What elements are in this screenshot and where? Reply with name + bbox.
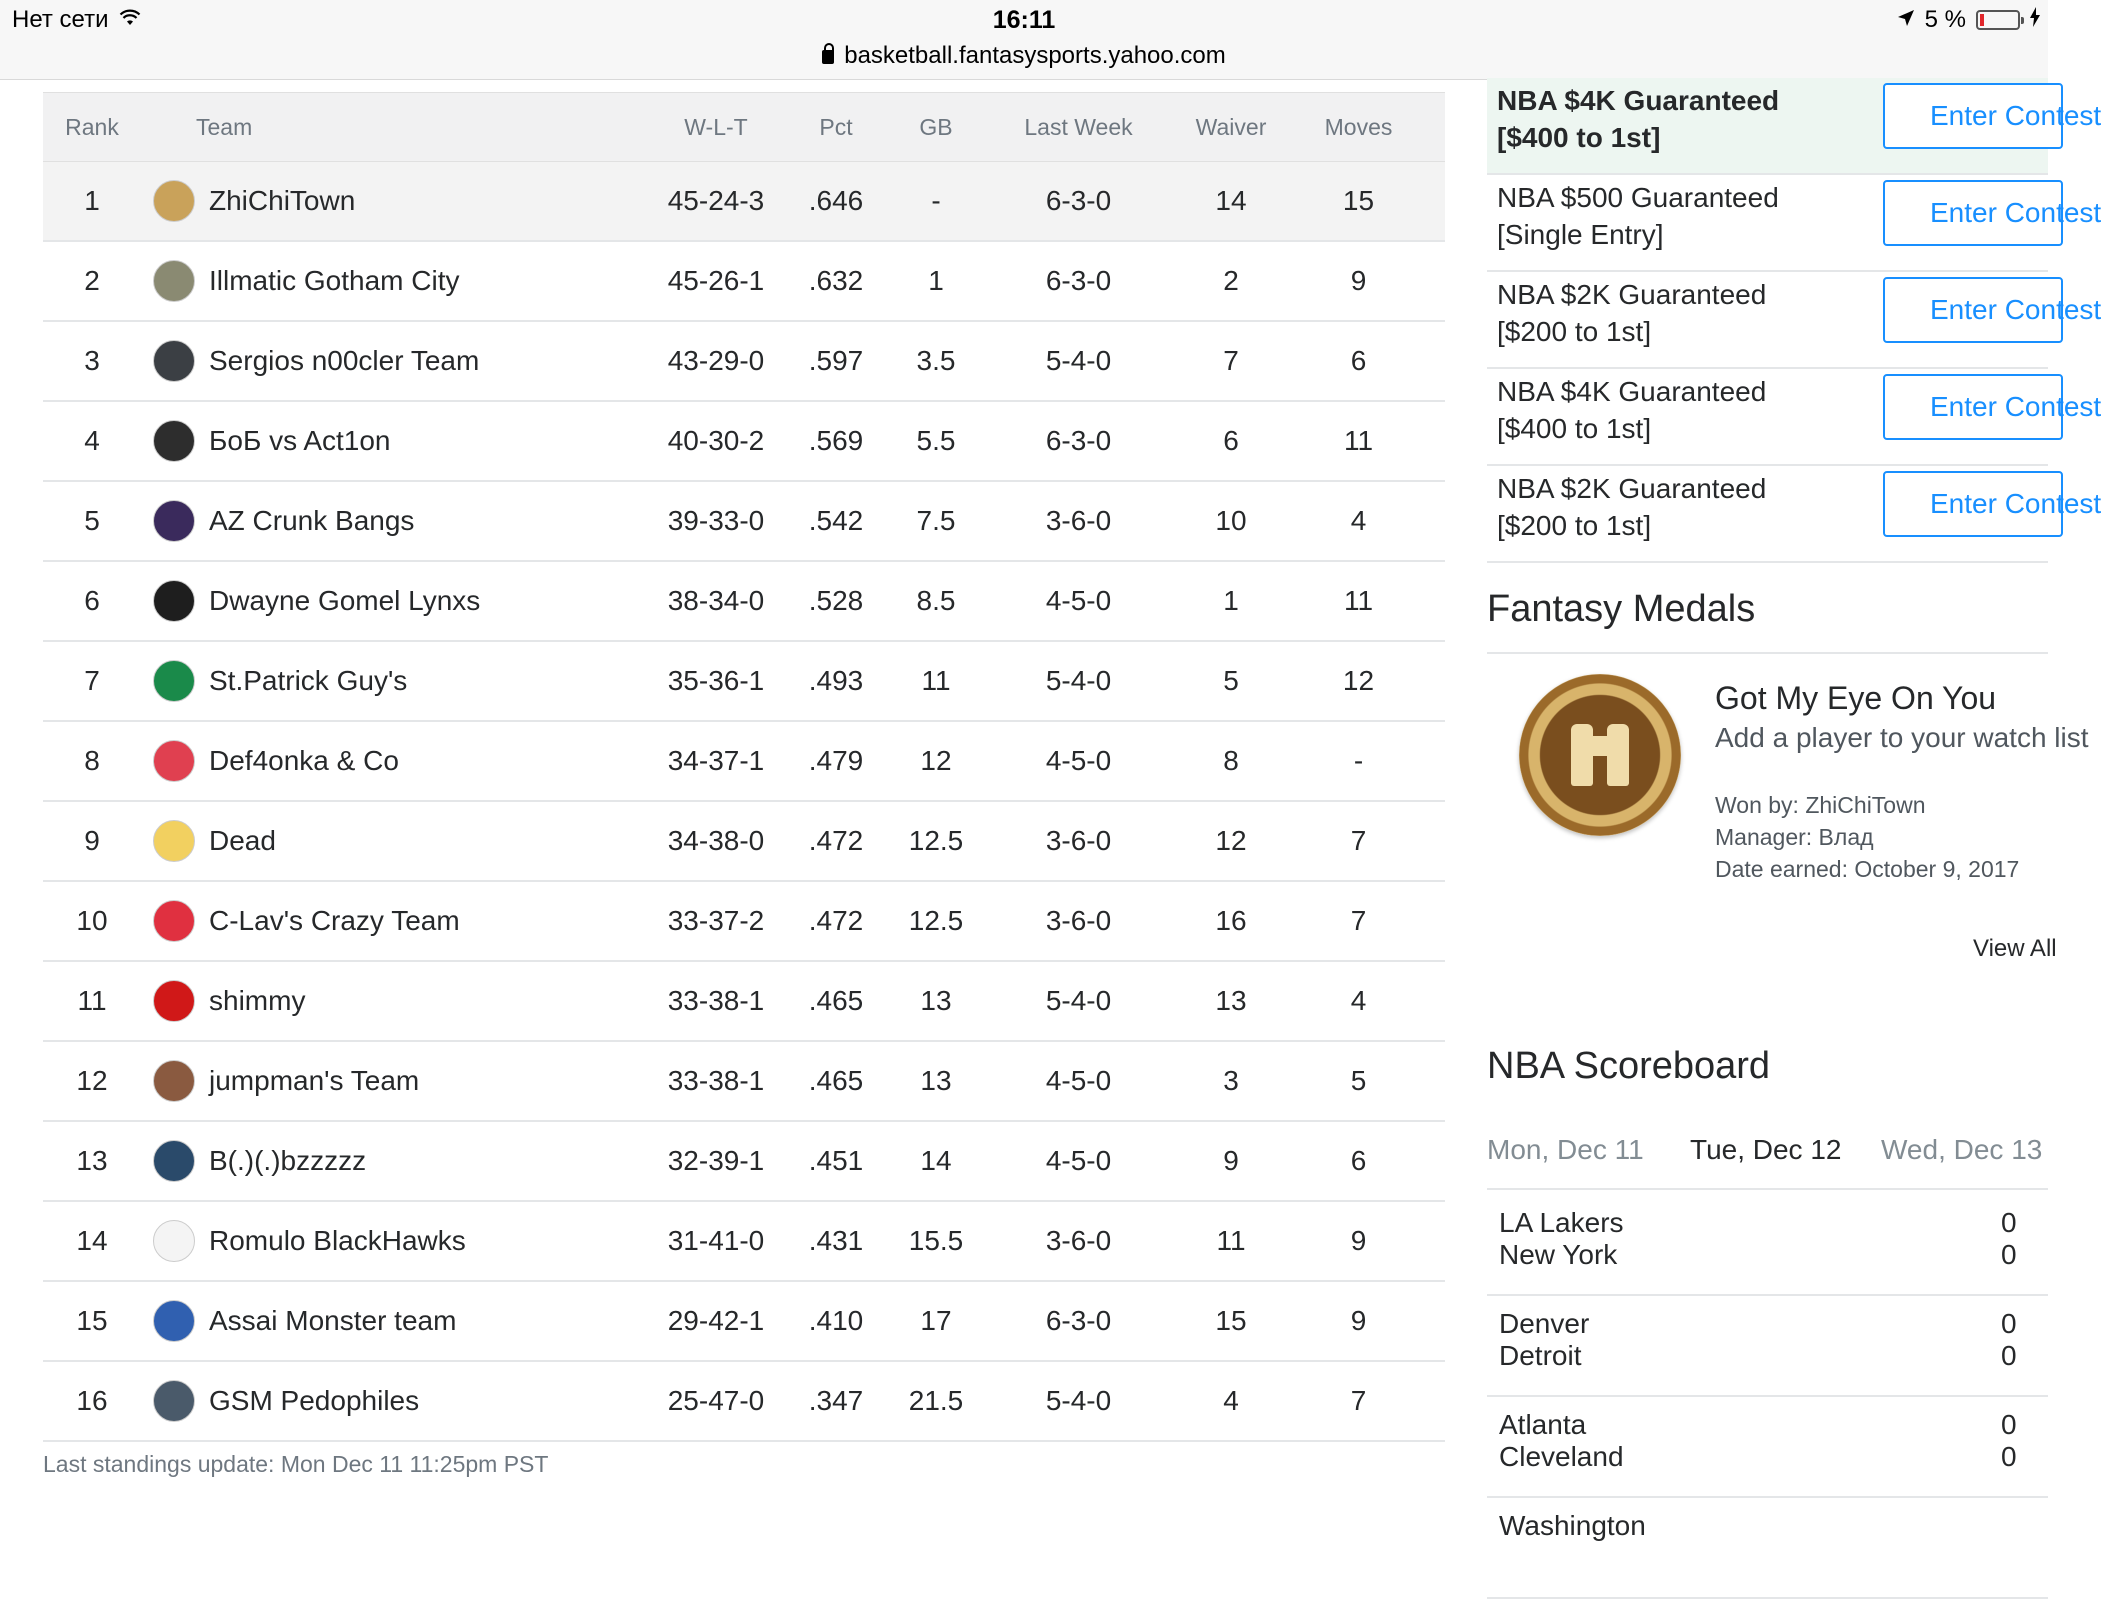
header-gb[interactable]: GB: [919, 113, 953, 140]
wlt-cell: 34-37-1: [667, 745, 765, 776]
away-team-name: Detroit: [1499, 1340, 1582, 1371]
pct-cell: .431: [808, 1225, 864, 1256]
carrier-label: Нет сети: [12, 6, 109, 33]
gb-cell: 14: [920, 1145, 952, 1176]
team-cell[interactable]: [141, 1220, 641, 1262]
lock-icon: [822, 50, 834, 64]
gb-cell: 12: [920, 745, 952, 776]
table-header: [43, 92, 1445, 162]
last-week-cell: 5-4-0: [1045, 985, 1112, 1016]
last-week-cell: 6-3-0: [1045, 265, 1112, 296]
team-cell[interactable]: [141, 580, 641, 622]
team-logo-icon[interactable]: [153, 900, 195, 942]
last-week-cell: 6-3-0: [1045, 1305, 1112, 1336]
table-row[interactable]: [43, 802, 1445, 882]
table-row[interactable]: [43, 402, 1445, 482]
wlt-cell: 43-29-0: [667, 345, 765, 376]
rank-cell: 11: [77, 985, 107, 1016]
moves-cell: 15: [1342, 185, 1375, 216]
waiver-cell: 5: [1223, 665, 1239, 696]
browser-status-bar: [0, 0, 2048, 80]
waiver-cell: 15: [1215, 1305, 1247, 1336]
rank-cell: 8: [84, 745, 100, 776]
gb-cell: 13: [920, 985, 952, 1016]
team-cell[interactable]: [141, 180, 641, 222]
team-logo-icon[interactable]: [153, 980, 195, 1022]
header-wlt[interactable]: W-L-T: [684, 113, 748, 140]
wlt-cell: 32-39-1: [667, 1145, 765, 1176]
enter-contest-button[interactable]: Enter Contest: [1883, 374, 2063, 440]
contest-item: [1487, 175, 2101, 272]
pct-cell: .569: [808, 425, 864, 456]
contest-item: [1487, 272, 2101, 369]
table-row[interactable]: [43, 1282, 1445, 1362]
team-logo-icon[interactable]: [153, 580, 195, 622]
gb-cell: 1: [928, 265, 944, 296]
battery-icon: [1976, 10, 2020, 30]
team-name-link[interactable]: Def4onka & Co: [209, 745, 399, 776]
team-cell[interactable]: [141, 340, 641, 382]
team-name-link[interactable]: Sergios n00cler Team: [209, 345, 480, 376]
rank-cell: 1: [84, 185, 100, 216]
team-name-link[interactable]: БоБ vs Act1on: [209, 425, 391, 456]
wlt-cell: 38-34-0: [667, 585, 765, 616]
waiver-cell: 4: [1223, 1385, 1239, 1416]
team-name-link[interactable]: ZhiChiTown: [209, 185, 356, 216]
medal-name: Got My Eye On You: [1715, 680, 1997, 716]
wlt-cell: 29-42-1: [667, 1305, 765, 1336]
away-team-name: Cleveland: [1499, 1441, 1624, 1472]
medal-card: [1487, 652, 2089, 952]
team-logo-icon[interactable]: [153, 500, 195, 542]
last-week-cell: 4-5-0: [1045, 585, 1112, 616]
team-logo-icon[interactable]: [153, 1060, 195, 1102]
home-team-score: 0: [2001, 1308, 2017, 1339]
pct-cell: .542: [808, 505, 864, 536]
tab-wed-dec-13[interactable]: Wed, Dec 13: [1881, 1134, 2043, 1165]
away-team-name: New York: [1499, 1239, 1618, 1270]
team-name-link[interactable]: Dwayne Gomel Lynxs: [209, 585, 481, 616]
rank-cell: 5: [84, 505, 100, 536]
binoculars-icon: [1519, 674, 1681, 836]
team-logo-icon[interactable]: [153, 740, 195, 782]
contest-title[interactable]: [1497, 179, 1779, 253]
team-logo-icon[interactable]: [153, 340, 195, 382]
last-week-cell: 4-5-0: [1045, 745, 1112, 776]
pct-cell: .597: [808, 345, 864, 376]
table-row[interactable]: [43, 242, 1445, 322]
home-team-name: LA Lakers: [1499, 1207, 1624, 1238]
gb-cell: 17: [920, 1305, 952, 1336]
rank-cell: 4: [84, 425, 100, 456]
pct-cell: .465: [808, 1065, 864, 1096]
last-week-cell: 3-6-0: [1045, 505, 1112, 536]
pct-cell: .493: [808, 665, 864, 696]
contest-title[interactable]: [1497, 276, 1766, 350]
team-name-link[interactable]: Illmatic Gotham City: [209, 265, 460, 296]
team-logo-icon[interactable]: [153, 260, 195, 302]
home-team-name: Denver: [1499, 1308, 1590, 1339]
gb-cell: 5.5: [916, 425, 956, 456]
wlt-cell: 39-33-0: [667, 505, 765, 536]
header-team[interactable]: Team: [196, 113, 253, 140]
wlt-cell: 31-41-0: [667, 1225, 765, 1256]
team-name-link[interactable]: Assai Monster team: [209, 1305, 457, 1336]
moves-cell: 11: [1343, 425, 1374, 456]
rank-cell: 15: [76, 1305, 108, 1336]
waiver-cell: 7: [1223, 345, 1239, 376]
enter-contest-button[interactable]: Enter Contest: [1883, 277, 2063, 343]
standings-table: [43, 92, 1445, 1442]
contest-prize: [Single Entry]: [1497, 219, 1664, 250]
moves-cell: 9: [1350, 1225, 1367, 1256]
team-name-link[interactable]: B(.)(.)bzzzzz: [209, 1145, 367, 1176]
team-name-link[interactable]: jumpman's Team: [209, 1065, 420, 1096]
wlt-cell: 25-47-0: [667, 1385, 765, 1416]
gb-cell: 7.5: [916, 505, 956, 536]
team-cell[interactable]: [141, 820, 641, 862]
table-row[interactable]: [43, 962, 1445, 1042]
contest-name: NBA $4K Guaranteed: [1497, 376, 1767, 407]
scoreboard-date-tabs: [1487, 1118, 2048, 1190]
contest-title[interactable]: [1497, 373, 1766, 447]
team-cell[interactable]: [141, 1060, 641, 1102]
contest-title[interactable]: [1497, 82, 1779, 156]
rank-cell: 13: [76, 1145, 108, 1176]
table-body: [43, 162, 1445, 1442]
header-waiver[interactable]: Waiver: [1195, 113, 1267, 140]
charging-bolt-icon: [2030, 6, 2040, 34]
table-row[interactable]: [43, 322, 1445, 402]
contest-prize: [$200 to 1st]: [1497, 316, 1652, 347]
rank-cell: 16: [76, 1385, 108, 1416]
team-cell[interactable]: [141, 260, 641, 302]
team-name-link[interactable]: shimmy: [209, 985, 306, 1016]
wlt-cell: 45-24-3: [667, 185, 765, 216]
team-name-link[interactable]: Romulo BlackHawks: [209, 1225, 466, 1256]
team-logo-icon[interactable]: [153, 1220, 195, 1262]
home-team-score: 0: [2001, 1409, 2017, 1440]
moves-cell: -: [1353, 745, 1364, 776]
table-row[interactable]: [43, 642, 1445, 722]
rank-cell: 3: [84, 345, 100, 376]
game-row[interactable]: [1487, 1195, 2048, 1296]
table-row[interactable]: [43, 1202, 1445, 1282]
wlt-cell: 33-38-1: [667, 1065, 765, 1096]
home-team-score: 0: [2001, 1207, 2017, 1238]
medal-date-earned: Date earned: October 9, 2017: [1715, 856, 2020, 882]
moves-cell: 11: [1343, 585, 1374, 616]
team-name-link[interactable]: GSM Pedophiles: [209, 1385, 420, 1416]
moves-cell: 9: [1350, 265, 1367, 296]
gb-cell: -: [931, 185, 941, 216]
waiver-cell: 11: [1216, 1225, 1246, 1256]
waiver-cell: 16: [1215, 905, 1247, 936]
team-name-link[interactable]: St.Patrick Guy's: [209, 665, 408, 696]
team-logo-icon[interactable]: [153, 180, 195, 222]
gb-cell: 3.5: [916, 345, 956, 376]
last-week-cell: 5-4-0: [1045, 1385, 1112, 1416]
team-name-link[interactable]: Dead: [209, 825, 276, 856]
last-week-cell: 5-4-0: [1045, 665, 1112, 696]
moves-cell: 9: [1350, 1305, 1367, 1336]
team-cell[interactable]: [141, 1140, 641, 1182]
waiver-cell: 9: [1223, 1145, 1239, 1176]
battery-percent: 5 %: [1924, 6, 1966, 33]
table-row[interactable]: [43, 562, 1445, 642]
game-row[interactable]: [1487, 1397, 2048, 1498]
contest-item: [1487, 466, 2101, 563]
last-week-cell: 3-6-0: [1045, 825, 1112, 856]
rank-cell: 2: [84, 265, 100, 296]
rank-cell: 14: [76, 1225, 108, 1256]
contest-name: NBA $500 Guaranteed: [1497, 182, 1779, 213]
wlt-cell: 45-26-1: [667, 265, 765, 296]
game-row[interactable]: [1487, 1498, 2048, 1599]
waiver-cell: 2: [1223, 265, 1239, 296]
enter-contest-button[interactable]: Enter Contest: [1883, 180, 2063, 246]
medal-manager: Manager: Влад: [1715, 824, 1874, 850]
enter-contest-button[interactable]: Enter Contest: [1883, 471, 2063, 537]
pct-cell: .632: [808, 265, 864, 296]
gb-cell: 21.5: [908, 1385, 964, 1416]
gb-cell: 15.5: [908, 1225, 964, 1256]
away-team-score: 0: [2001, 1239, 2017, 1270]
enter-contest-button[interactable]: Enter Contest: [1883, 83, 2063, 149]
rank-cell: 6: [84, 585, 100, 616]
team-logo-icon[interactable]: [153, 1140, 195, 1182]
moves-cell: 4: [1350, 505, 1367, 536]
tab-mon-dec-11[interactable]: Mon, Dec 11: [1487, 1134, 1644, 1165]
away-team-score: 0: [2001, 1441, 2017, 1472]
home-team-name: Atlanta: [1499, 1409, 1587, 1440]
moves-cell: 5: [1350, 1065, 1367, 1096]
header-rank[interactable]: Rank: [65, 113, 119, 140]
waiver-cell: 1: [1223, 585, 1239, 616]
team-logo-icon[interactable]: [153, 660, 195, 702]
contest-prize: [$400 to 1st]: [1497, 413, 1652, 444]
wlt-cell: 33-37-2: [667, 905, 765, 936]
wlt-cell: 34-38-0: [667, 825, 765, 856]
pct-cell: .472: [808, 905, 864, 936]
scoreboard-title: NBA Scoreboard: [1487, 1045, 1771, 1087]
location-arrow-icon: [1897, 6, 1915, 34]
url-text: basketball.fantasysports.yahoo.com: [844, 42, 1226, 69]
contest-prize: [$400 to 1st]: [1497, 122, 1661, 153]
gb-cell: 12.5: [908, 825, 964, 856]
table-row[interactable]: [43, 1362, 1445, 1442]
last-week-cell: 3-6-0: [1045, 1225, 1112, 1256]
waiver-cell: 13: [1215, 985, 1247, 1016]
contest-list: [1487, 78, 2101, 563]
rank-cell: 9: [84, 825, 100, 856]
device-status: [1897, 6, 2040, 34]
contest-name: NBA $2K Guaranteed: [1497, 473, 1767, 504]
contest-prize: [$200 to 1st]: [1497, 510, 1652, 541]
table-row[interactable]: [43, 482, 1445, 562]
moves-cell: 6: [1350, 1145, 1367, 1176]
rank-cell: 7: [84, 665, 100, 696]
team-name-link[interactable]: AZ Crunk Bangs: [209, 505, 415, 536]
table-row[interactable]: [43, 882, 1445, 962]
moves-cell: 12: [1342, 665, 1375, 696]
gb-cell: 12.5: [908, 905, 964, 936]
team-cell[interactable]: [141, 500, 641, 542]
last-week-cell: 3-6-0: [1045, 905, 1112, 936]
contest-title[interactable]: [1497, 470, 1766, 544]
team-cell[interactable]: [141, 420, 641, 462]
team-cell[interactable]: [141, 980, 641, 1022]
header-moves[interactable]: Moves: [1324, 113, 1393, 140]
last-week-cell: 6-3-0: [1045, 425, 1112, 456]
moves-cell: 6: [1350, 345, 1367, 376]
home-team-name: Washington: [1499, 1510, 1646, 1541]
contest-name: NBA $4K Guaranteed: [1497, 85, 1780, 116]
team-logo-icon[interactable]: [153, 820, 195, 862]
wlt-cell: 40-30-2: [667, 425, 765, 456]
last-week-cell: 4-5-0: [1045, 1065, 1112, 1096]
team-cell[interactable]: [141, 740, 641, 782]
last-week-cell: 5-4-0: [1045, 345, 1112, 376]
waiver-cell: 14: [1215, 185, 1247, 216]
waiver-cell: 10: [1215, 505, 1247, 536]
pct-cell: .347: [808, 1385, 864, 1416]
tab-tue-dec-12[interactable]: Tue, Dec 12: [1690, 1134, 1842, 1165]
team-cell[interactable]: [141, 1300, 641, 1342]
contest-item: [1487, 78, 2101, 175]
team-logo-icon[interactable]: [153, 1300, 195, 1342]
waiver-cell: 8: [1223, 745, 1239, 776]
team-cell[interactable]: [141, 1380, 641, 1422]
last-week-cell: 4-5-0: [1045, 1145, 1112, 1176]
waiver-cell: 12: [1215, 825, 1247, 856]
wlt-cell: 33-38-1: [667, 985, 765, 1016]
medals-title: Fantasy Medals: [1487, 588, 1756, 630]
table-row[interactable]: [43, 1042, 1445, 1122]
rank-cell: 12: [76, 1065, 108, 1096]
games-list: [1487, 1195, 2048, 1599]
rank-cell: 10: [76, 905, 108, 936]
last-week-cell: 6-3-0: [1045, 185, 1112, 216]
header-last-week[interactable]: Last Week: [1024, 113, 1133, 140]
team-cell[interactable]: [141, 660, 641, 702]
last-update-note: Last standings update: Mon Dec 11 11:25pm PST: [43, 1451, 549, 1477]
address-bar[interactable]: [0, 42, 2048, 70]
pct-cell: .451: [808, 1145, 864, 1176]
team-logo-icon[interactable]: [153, 420, 195, 462]
clock: 16:11: [992, 6, 1056, 34]
moves-cell: 4: [1350, 985, 1367, 1016]
pct-cell: .472: [808, 825, 864, 856]
gb-cell: 13: [920, 1065, 952, 1096]
table-row[interactable]: [43, 722, 1445, 802]
moves-cell: 7: [1350, 825, 1367, 856]
pct-cell: .528: [808, 585, 864, 616]
pct-cell: .646: [808, 185, 864, 216]
pct-cell: .465: [808, 985, 864, 1016]
team-name-link[interactable]: C-Lav's Crazy Team: [209, 905, 460, 936]
header-pct[interactable]: Pct: [819, 113, 853, 140]
gb-cell: 11: [921, 665, 951, 696]
waiver-cell: 3: [1223, 1065, 1239, 1096]
moves-cell: 7: [1350, 905, 1367, 936]
pct-cell: .410: [808, 1305, 864, 1336]
medal-description: Add a player to your watch list: [1715, 722, 2089, 753]
moves-cell: 7: [1350, 1385, 1367, 1416]
team-logo-icon[interactable]: [153, 1380, 195, 1422]
contest-name: NBA $2K Guaranteed: [1497, 279, 1767, 310]
table-row[interactable]: [43, 1122, 1445, 1202]
table-row[interactable]: [43, 162, 1445, 242]
waiver-cell: 6: [1223, 425, 1239, 456]
view-all-link[interactable]: View All: [1973, 935, 2057, 962]
medal-won-by: Won by: ZhiChiTown: [1715, 792, 1926, 818]
team-cell[interactable]: [141, 900, 641, 942]
away-team-score: 0: [2001, 1340, 2017, 1371]
wlt-cell: 35-36-1: [667, 665, 765, 696]
pct-cell: .479: [808, 745, 864, 776]
contest-item: [1487, 369, 2101, 466]
gb-cell: 8.5: [916, 585, 956, 616]
game-row[interactable]: [1487, 1296, 2048, 1397]
